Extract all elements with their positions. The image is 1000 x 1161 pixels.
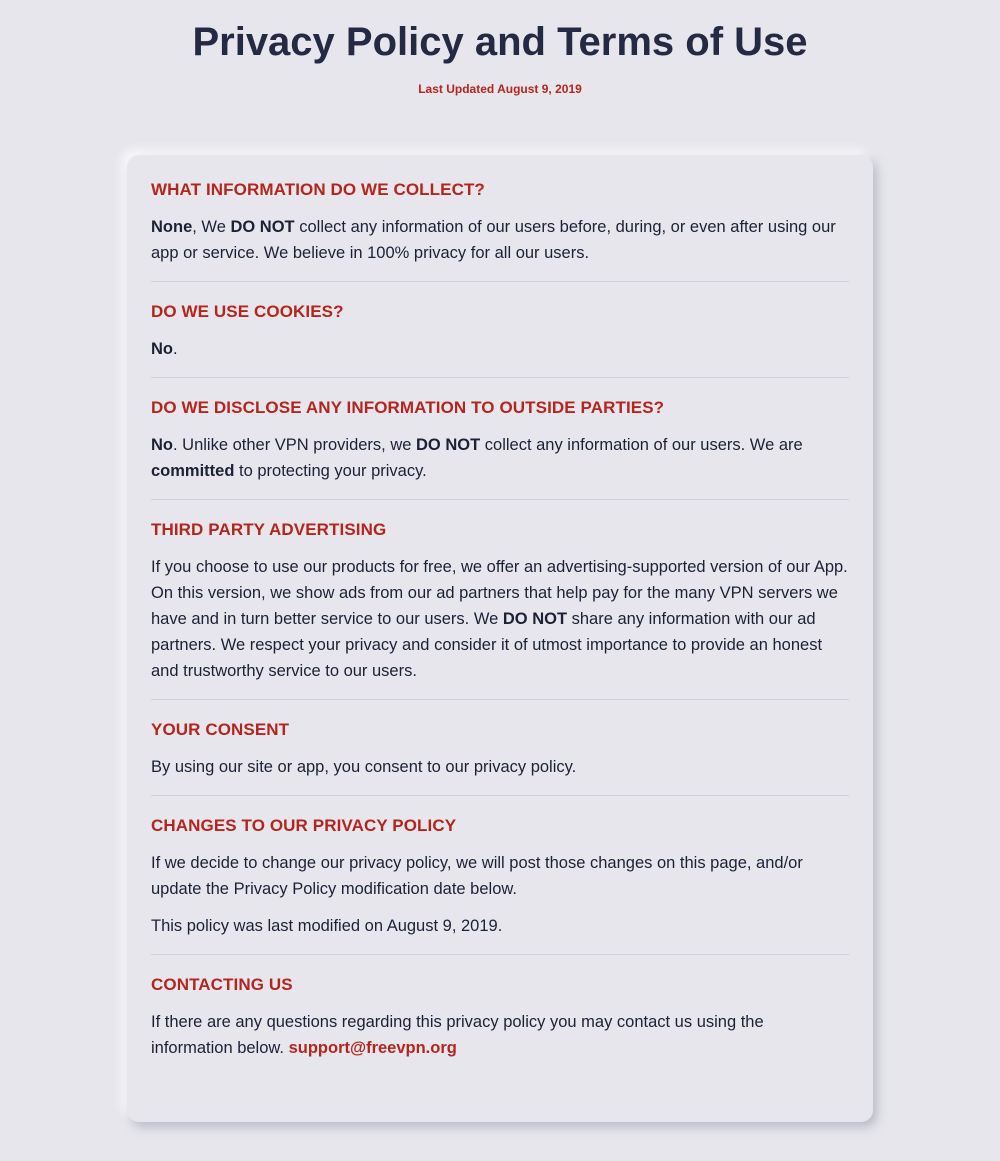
paragraph-text: collect any information of our users before, during, or even after using our app or service. We believe in 100% privacy for all our users. [151,218,836,262]
section-consent [151,719,849,796]
paragraph-text: share any information with our ad partners. We respect your privacy and consider it of utmost importance to provide an honest and trustworthy service to our users. [151,610,823,680]
section-paragraph [151,432,849,484]
section-paragraph [151,1009,849,1061]
bold-text: No [151,436,173,454]
policy-card [127,155,873,1122]
bold-text: committed [151,462,235,480]
section-paragraph [151,214,849,266]
bold-text: DO NOT [416,436,481,454]
section-contact [151,974,849,1076]
section-information-collected [151,179,849,282]
paragraph-text: to protecting your privacy. [234,462,427,480]
section-heading: YOUR CONSENT [151,720,290,739]
section-heading: DO WE DISCLOSE ANY INFORMATION TO OUTSIDE PARTIES? [151,398,665,417]
paragraph-text: . Unlike other VPN providers, we [173,436,417,454]
section-paragraph [151,850,849,902]
paragraph-text: collect any information of our users. We are [480,436,803,454]
section-heading: WHAT INFORMATION DO WE COLLECT? [151,180,485,199]
paragraph-text: . [173,340,178,358]
bold-text: No [151,340,173,358]
section-paragraph [151,336,849,362]
section-paragraph [151,913,849,939]
paragraph-text: If you choose to use our products for free, we offer an advertising-supported version of our App. On this version, we show ads from our ad partners that help pay for the many VPN servers we have and in turn better service to our users. We [151,558,848,628]
section-paragraph [151,754,849,780]
bold-text: None [151,218,193,236]
section-disclosure [151,397,849,500]
section-heading: THIRD PARTY ADVERTISING [151,520,387,539]
page-title: Privacy Policy and Terms of Use [192,20,808,64]
paragraph-text: , We [192,218,231,236]
section-cookies [151,301,849,378]
bold-text: DO NOT [502,610,568,628]
last-updated-date: Last Updated August 9, 2019 [418,82,582,96]
paragraph-text: If we decide to change our privacy policy, we will post those changes on this page, and/or update the Privacy Policy modification date below. [151,854,803,898]
section-heading: CONTACTING US [151,975,293,994]
support-email-link[interactable]: support@freevpn.org [288,1039,457,1057]
paragraph-text: This policy was last modified on August 9, 2019. [151,917,503,935]
section-heading: CHANGES TO OUR PRIVACY POLICY [151,816,457,835]
section-paragraph [151,554,849,684]
bold-text: DO NOT [230,218,295,236]
section-third-party-advertising [151,519,849,700]
paragraph-text: By using our site or app, you consent to our privacy policy. [151,758,577,776]
section-policy-changes [151,815,849,955]
section-heading: DO WE USE COOKIES? [151,302,344,321]
paragraph-text: If there are any questions regarding this privacy policy you may contact us using the information below. [151,1013,764,1057]
